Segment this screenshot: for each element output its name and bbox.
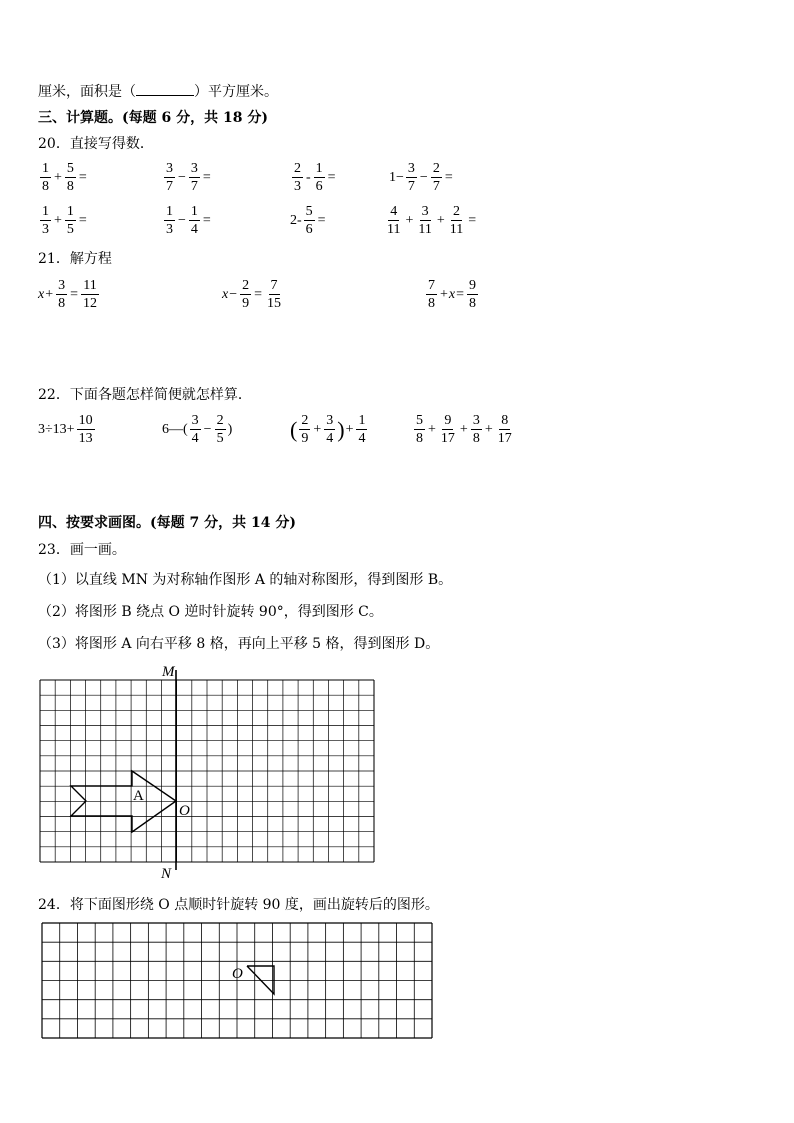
denominator: 3: [294, 179, 301, 194]
variable-x: x: [222, 286, 229, 302]
numerator: 3: [421, 204, 429, 219]
section-4-heading: 四、按要求画图。(每题 7 分，共 14 分): [38, 515, 296, 531]
numerator: 4: [390, 204, 398, 219]
denominator: 12: [83, 296, 98, 311]
denominator: 11: [387, 222, 401, 237]
expression-prefix: 6—(: [162, 421, 188, 437]
operator: −: [178, 169, 186, 185]
denominator: 7: [190, 179, 198, 194]
equals: =: [444, 169, 453, 185]
denominator: 6: [315, 179, 323, 194]
top-line-before: 厘米，面积是（: [38, 84, 136, 100]
numerator: 11: [83, 278, 97, 293]
denominator: 8: [472, 431, 480, 446]
numerator: 10: [78, 413, 93, 428]
denominator: 6: [305, 222, 313, 237]
top-line-after: ）平方厘米。: [194, 84, 278, 100]
denominator: 3: [166, 222, 173, 237]
numerator: 7: [428, 278, 435, 293]
operator: +: [45, 286, 54, 302]
denominator: 17: [440, 431, 455, 446]
denominator: 13: [78, 431, 93, 446]
denominator: 3: [42, 222, 49, 237]
numerator: 2: [301, 413, 309, 428]
numerator: 1: [190, 204, 198, 219]
denominator: 11: [449, 222, 464, 237]
denominator: 5: [216, 431, 224, 446]
variable-x: x: [448, 286, 456, 302]
equals: =: [70, 286, 79, 302]
denominator: 4: [191, 431, 199, 446]
q24-label-o: O: [232, 966, 243, 982]
q22-label: 22．下面各题怎样简便就怎样算．: [38, 387, 252, 403]
operator: −: [229, 286, 238, 302]
numerator: 1: [66, 204, 74, 219]
operator: +: [436, 212, 445, 228]
q23-part-1: （1）以直线 MN 为对称轴作图形 A 的轴对称图形，得到图形 B。: [38, 572, 453, 588]
denominator: 9: [301, 431, 309, 446]
denominator: 8: [42, 179, 49, 194]
operator: −: [203, 421, 212, 437]
denominator: 17: [497, 431, 512, 446]
operator: +: [428, 421, 436, 437]
numerator: 1: [166, 204, 173, 219]
operator: +: [484, 421, 493, 437]
operator: +: [54, 212, 62, 228]
q23-label: 23．画一画。: [38, 542, 126, 558]
variable-x: x: [38, 286, 45, 302]
numerator: 9: [444, 413, 452, 428]
equals: =: [468, 212, 477, 228]
denominator: 5: [66, 222, 74, 237]
denominator: 8: [58, 296, 66, 311]
operator: -: [306, 169, 311, 185]
label-n: N: [161, 866, 172, 882]
numerator: 3: [472, 413, 480, 428]
denominator: 4: [190, 222, 198, 237]
label-o: O: [179, 803, 190, 819]
operator: −: [419, 169, 428, 185]
numerator: 1: [315, 161, 323, 176]
numerator: 5: [66, 161, 74, 176]
denominator: 8: [66, 179, 74, 194]
numerator: 1: [358, 413, 366, 428]
denominator: 9: [242, 296, 250, 311]
denominator: 4: [358, 431, 366, 446]
denominator: 15: [267, 296, 282, 311]
expression-prefix: 1−: [389, 169, 404, 185]
equals: =: [317, 212, 326, 228]
numerator: 7: [270, 278, 278, 293]
numerator: 3: [190, 161, 198, 176]
numerator: 3: [407, 161, 415, 176]
denominator: 11: [418, 222, 432, 237]
close-paren: ): [337, 416, 345, 442]
operator: +: [440, 286, 448, 302]
denominator: 8: [428, 296, 435, 311]
q23-part-3: （3）将图形 A 向右平移 8 格，再向上平移 5 格，得到图形 D。: [38, 636, 440, 652]
numerator: 3: [191, 413, 199, 428]
denominator: 4: [326, 431, 334, 446]
equals: =: [78, 212, 87, 228]
operator: +: [54, 169, 62, 185]
denominator: 7: [407, 179, 415, 194]
numerator: 2: [294, 161, 301, 176]
q23-grid[interactable]: [40, 680, 374, 862]
equals: =: [254, 286, 263, 302]
numerator: 1: [42, 161, 49, 176]
expression-prefix: 3÷13+: [38, 421, 75, 437]
operator: +: [313, 421, 322, 437]
numerator: 5: [305, 204, 313, 219]
numerator: 8: [501, 413, 509, 428]
equals: =: [202, 212, 211, 228]
numerator: 1: [42, 204, 49, 219]
numerator: 3: [326, 413, 334, 428]
section-3-heading: 三、计算题。(每题 6 分，共 18 分): [38, 110, 268, 126]
equals: =: [456, 286, 465, 302]
q20-label: 20．直接写得数．: [38, 136, 154, 152]
numerator: 2: [216, 413, 224, 428]
q24-triangle-shape: [247, 966, 274, 994]
denominator: 7: [166, 179, 173, 194]
denominator: 7: [432, 179, 440, 194]
q24-label: 24．将下面图形绕 O 点顺时针旋转 90 度，画出旋转后的图形。: [38, 897, 439, 913]
denominator: 8: [469, 296, 477, 311]
label-a: A: [133, 788, 144, 804]
q21-label: 21．解方程: [38, 251, 112, 267]
operator: +: [345, 421, 354, 437]
operator: −: [178, 212, 186, 228]
equals: =: [327, 169, 336, 185]
q23-part-2: （2）将图形 B 绕点 O 逆时针旋转 90°，得到图形 C。: [38, 604, 383, 620]
numerator: 3: [58, 278, 66, 293]
equals: =: [78, 169, 87, 185]
numerator: 2: [242, 278, 250, 293]
label-m: M: [162, 664, 175, 680]
numerator: 9: [469, 278, 477, 293]
operator: +: [459, 421, 468, 437]
open-paren: (: [290, 416, 298, 442]
operator: +: [405, 212, 414, 228]
numerator: 2: [432, 161, 440, 176]
numerator: 2: [453, 204, 461, 219]
denominator: 8: [416, 431, 423, 446]
numerator: 5: [416, 413, 423, 428]
expression-prefix: 2-: [290, 212, 302, 228]
expression-suffix: ): [227, 421, 233, 437]
equals: =: [202, 169, 211, 185]
numerator: 3: [166, 161, 173, 176]
